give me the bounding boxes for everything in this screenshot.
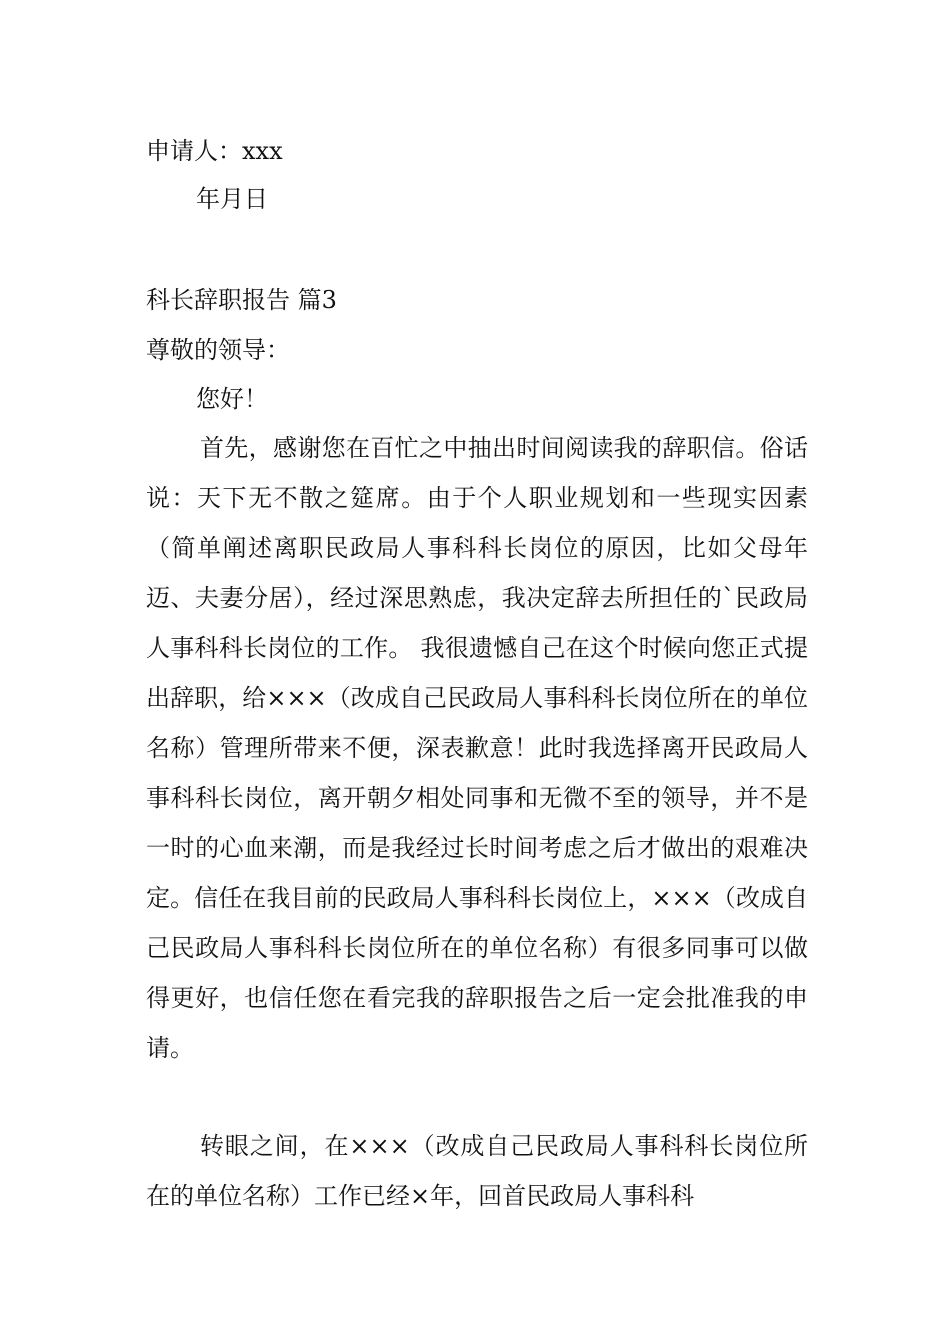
section-title: 科长辞职报告 篇3 [146,286,337,314]
body-paragraph-2: 转眼之间，在×××（改成自己民政局人事科科长岗位所在的单位名称）工作已经×年，回首民政局人事科科 [146,1132,808,1210]
date-line: 年月日 [196,185,268,213]
greeting: 您好！ [196,385,268,413]
body-paragraph-1: 首先，感谢您在百忙之中抽出时间阅读我的辞职信。俗话说：天下无不散之筵席。由于个人职业规划和一些现实因素（简单阐述离职民政局人事科科长岗位的原因，比如父母年迈、夫妻分居），经过深思熟虑，我决定辞去所担任的`民政局人事科科长岗位的工作。 我很遗憾自己在这个时候向您正式提出辞职，给×××（改成自己民政局人事科科长岗位所在的单位名称）管理所带来不便，深表歉意！此时我选择离开民政局人事科科长岗位，离开朝夕相处同事和无微不至的领导，并不是一时的心血来潮，而是我经过长时间考虑之后才做出的艰难决定。信任在我目前的民政局人事科科长岗位上，×××（改成自己民政局人事科科长岗位所在的单位名称）有很多同事可以做得更好，也信任您在看完我的辞职报告之后一定会批准我的申请。 [146,434,808,1062]
applicant-line: 申请人：xxx [146,137,283,165]
salutation: 尊敬的领导： [146,336,290,364]
